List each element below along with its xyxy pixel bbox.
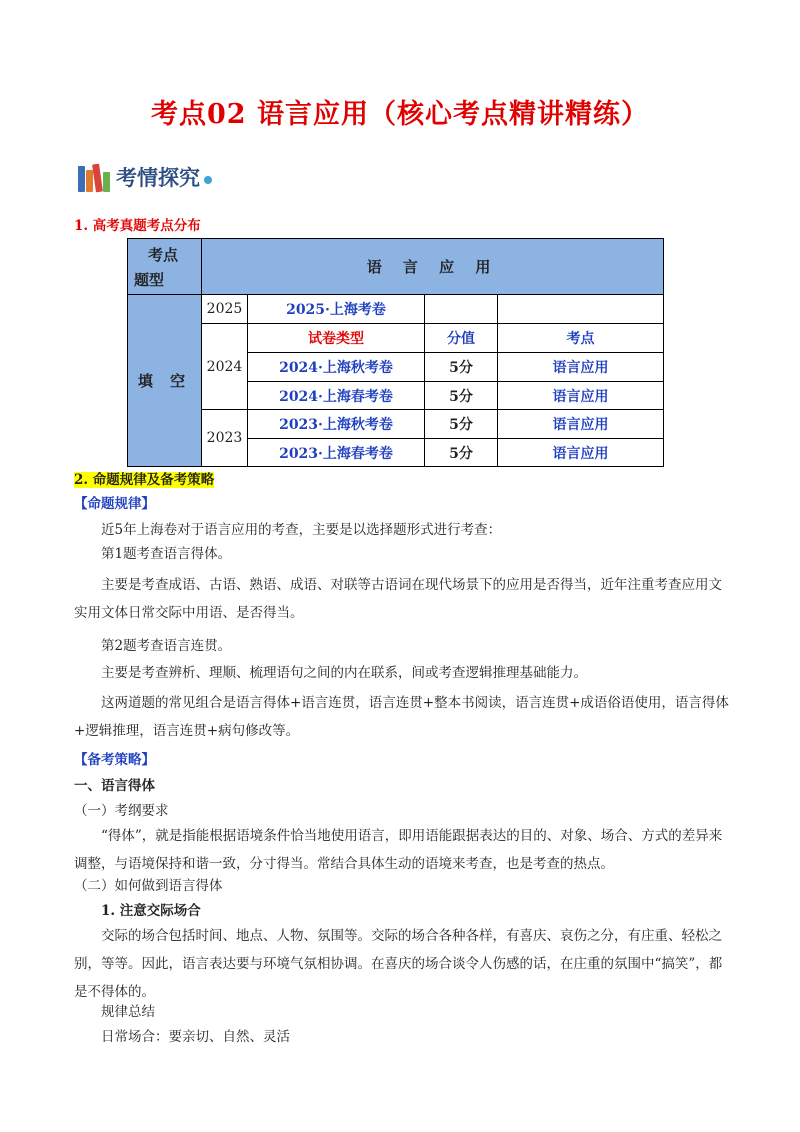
strategy-label-line: [74, 746, 734, 774]
section-heading-2-text: 2. 命题规律及备考策略: [74, 472, 215, 488]
paragraph: 主要是考查辨析、理顺、梳理语句之间的内在联系，间或考查逻辑推理基础能力。: [101, 665, 587, 681]
paragraph: 交际的场合包括时间、地点、人物、氛围等。交际的场合各种各样，有喜庆、哀伤之分，有庄重、轻松之别，等等。因此，语言表达要与环境气氛相协调。在喜庆的场合谈令人伤感的话，在庄重的氛围中“搞笑”，都是不得体的。: [74, 928, 723, 1000]
score-cell: 5分: [425, 410, 498, 439]
strategy-label: 【备考策略】: [74, 752, 155, 768]
rule-label: 【命题规律】: [74, 496, 155, 512]
paragraph: 规律总结: [101, 1004, 155, 1020]
paper-cell: 2023·上海秋考卷: [248, 410, 425, 439]
table-main-header: 语 言 应 用: [202, 239, 664, 295]
section-heading-1: 1. 高考真题考点分布: [74, 218, 201, 234]
page-title: 考点02 语言应用（核心考点精讲精练）: [151, 99, 649, 130]
point-cell: 语言应用: [498, 353, 664, 382]
corner-top: 考点: [148, 245, 179, 264]
subheading: （二）如何做到语言得体: [74, 878, 223, 894]
col-score-header: 分值: [425, 324, 498, 353]
score-cell: 5分: [425, 353, 498, 382]
year-2023: 2023: [202, 410, 248, 467]
subheading: （一）考纲要求: [74, 803, 169, 819]
year-2025: 2025: [202, 295, 248, 324]
subheading: 一、语言得体: [74, 778, 155, 794]
books-icon: [78, 162, 112, 192]
paragraph: 第2题考查语言连贯。: [101, 638, 232, 654]
point-cell: 语言应用: [498, 382, 664, 410]
col-paper-header: 试卷类型: [248, 324, 425, 353]
exam-distribution-table: [127, 238, 664, 467]
col-point-header: 考点: [498, 324, 664, 353]
rule-label-line: [74, 490, 734, 518]
paragraph: 近5年上海卷对于语言应用的考查，主要是以选择题形式进行考查：: [101, 522, 502, 538]
banner-dot: [204, 176, 212, 184]
paragraph: “得体”，就是指能根据语境条件恰当地使用语言，即用语能跟据表达的目的、对象、场合、方式的差异来调整，与语境保持和谐一致，分寸得当。常结合具体生动的语境来考查，也是考查的热点。: [74, 828, 723, 872]
score-cell: 5分: [425, 382, 498, 410]
paragraph: 第1题考查语言得体。: [101, 546, 232, 562]
year-2024: 2024: [202, 324, 248, 410]
row-label-fill: 填 空: [128, 295, 202, 467]
paragraph: 主要是考查成语、古语、熟语、成语、对联等古语词在现代场景下的应用是否得当，近年注重考查应用文实用文体日常交际中用语、是否得当。: [74, 577, 722, 621]
subheading: 1. 注意交际场合: [101, 903, 201, 919]
empty-cell: [425, 295, 498, 324]
corner-bottom: 题型: [134, 270, 165, 289]
point-cell: 语言应用: [498, 410, 664, 439]
empty-cell: [498, 295, 664, 324]
score-cell: 5分: [425, 439, 498, 467]
paper-cell: 2024·上海秋考卷: [248, 353, 425, 382]
paper-cell: 2023·上海春考卷: [248, 439, 425, 467]
banner-label: 考情探究: [116, 166, 200, 190]
paragraph: 日常场合：要亲切、自然、灵活: [101, 1029, 290, 1045]
table-corner: [128, 239, 202, 295]
paper-cell: 2024·上海春考卷: [248, 382, 425, 410]
paragraph: 这两道题的常见组合是语言得体+语言连贯，语言连贯+整本书阅读，语言连贯+成语俗语使用，语言得体+逻辑推理，语言连贯+病句修改等。: [74, 695, 729, 739]
section-banner: [78, 157, 212, 197]
exam-2025: 2025·上海考卷: [248, 295, 425, 324]
point-cell: 语言应用: [498, 439, 664, 467]
